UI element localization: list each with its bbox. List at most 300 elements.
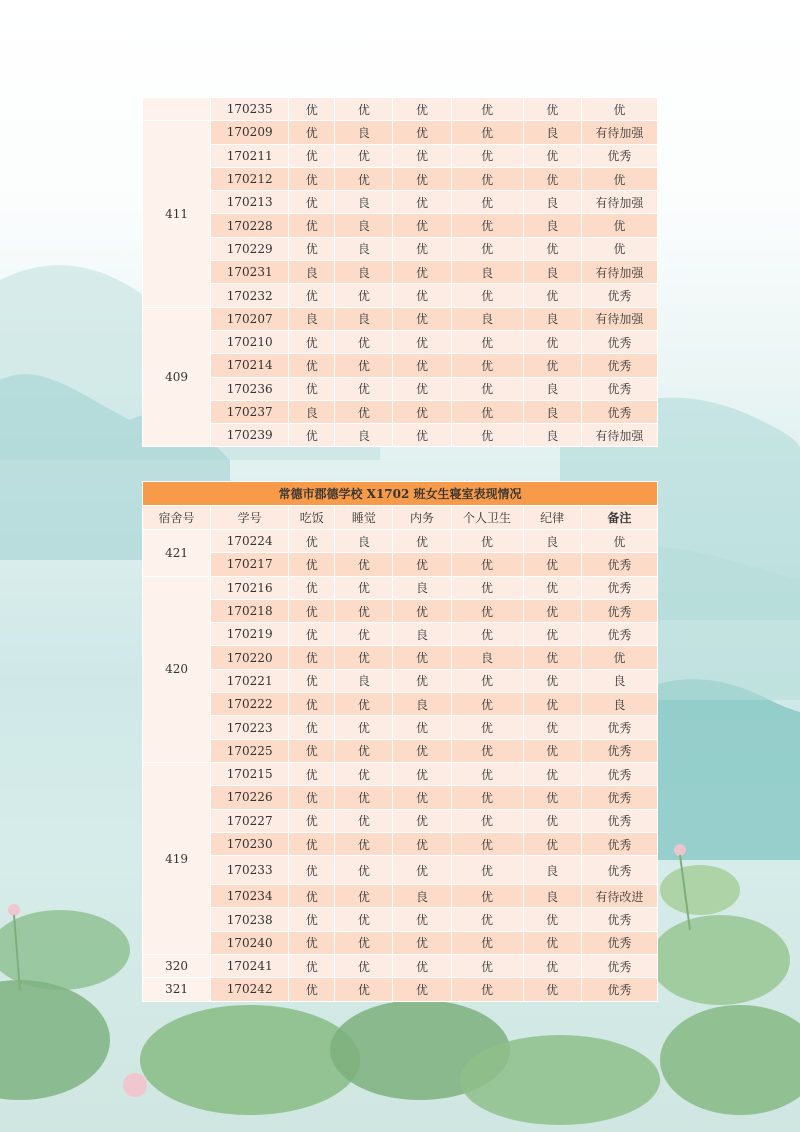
rating-cell: 优秀 <box>581 599 657 622</box>
dorm-performance-table-top <box>142 97 658 447</box>
student-id-cell: 170238 <box>211 908 289 931</box>
rating-cell: 优 <box>289 214 335 237</box>
rating-cell: 优 <box>393 931 451 954</box>
lotus-leaf-shape <box>460 1035 660 1125</box>
table-row <box>143 530 658 553</box>
rating-cell: 优 <box>393 400 451 423</box>
room-number-cell: 320 <box>143 955 211 978</box>
rating-cell: 优 <box>335 978 393 1001</box>
header-cell: 纪律 <box>523 506 581 530</box>
table-row <box>143 121 658 144</box>
rating-cell: 优 <box>523 576 581 599</box>
rating-cell: 优 <box>335 739 393 762</box>
rating-cell: 优 <box>289 576 335 599</box>
rating-cell: 优 <box>523 330 581 353</box>
student-id-cell: 170224 <box>211 530 289 553</box>
rating-cell: 优 <box>335 167 393 190</box>
rating-cell: 优 <box>289 931 335 954</box>
rating-cell: 优秀 <box>581 144 657 167</box>
rating-cell: 优 <box>289 623 335 646</box>
rating-cell: 良 <box>393 576 451 599</box>
rating-cell: 优 <box>393 98 451 121</box>
rating-cell: 良 <box>523 424 581 447</box>
lotus-leaf-shape <box>650 915 790 1005</box>
dorm-table-main <box>142 481 658 1002</box>
rating-cell: 优 <box>451 856 523 885</box>
table-row <box>143 832 658 855</box>
rating-cell: 优 <box>335 284 393 307</box>
rating-cell: 优 <box>289 832 335 855</box>
student-id-cell: 170233 <box>211 856 289 885</box>
student-id-cell: 170213 <box>211 191 289 214</box>
rating-cell: 优 <box>451 330 523 353</box>
rating-cell: 优 <box>393 599 451 622</box>
rating-cell: 优 <box>581 214 657 237</box>
rating-cell: 优 <box>451 623 523 646</box>
table-top-body <box>143 98 658 447</box>
lotus-leaf-shape <box>660 865 740 915</box>
table-row <box>143 955 658 978</box>
rating-cell: 良 <box>523 885 581 908</box>
rating-cell: 优 <box>393 121 451 144</box>
rating-cell: 优 <box>451 144 523 167</box>
rating-cell: 优 <box>289 693 335 716</box>
rating-cell: 优 <box>451 762 523 785</box>
rating-cell: 优 <box>289 762 335 785</box>
student-id-cell: 170242 <box>211 978 289 1001</box>
rating-cell: 优 <box>289 553 335 576</box>
rating-cell: 优 <box>451 599 523 622</box>
rating-cell: 优秀 <box>581 400 657 423</box>
rating-cell: 优 <box>451 739 523 762</box>
rating-cell: 优秀 <box>581 716 657 739</box>
rating-cell: 优 <box>393 856 451 885</box>
rating-cell: 优 <box>289 809 335 832</box>
student-id-cell: 170236 <box>211 377 289 400</box>
rating-cell: 优 <box>523 284 581 307</box>
rating-cell: 优 <box>523 786 581 809</box>
rating-cell: 优 <box>335 98 393 121</box>
room-number-cell: 321 <box>143 978 211 1001</box>
rating-cell: 优 <box>393 284 451 307</box>
rating-cell: 优 <box>393 144 451 167</box>
rating-cell: 良 <box>393 885 451 908</box>
student-id-cell: 170237 <box>211 400 289 423</box>
rating-cell: 优 <box>523 553 581 576</box>
table-row <box>143 377 658 400</box>
rating-cell: 优 <box>335 144 393 167</box>
rating-cell: 优 <box>393 809 451 832</box>
rating-cell: 良 <box>523 121 581 144</box>
rating-cell: 良 <box>289 307 335 330</box>
rating-cell: 有待加强 <box>581 121 657 144</box>
student-id-cell: 170207 <box>211 307 289 330</box>
rating-cell: 优 <box>289 330 335 353</box>
rating-cell: 优 <box>451 669 523 692</box>
rating-cell: 优 <box>335 786 393 809</box>
rating-cell: 优 <box>393 646 451 669</box>
header-cell: 吃饭 <box>289 506 335 530</box>
rating-cell: 优 <box>523 762 581 785</box>
rating-cell: 优 <box>523 354 581 377</box>
rating-cell: 优 <box>393 978 451 1001</box>
rating-cell: 良 <box>393 693 451 716</box>
rating-cell: 优 <box>451 931 523 954</box>
rating-cell: 优 <box>335 885 393 908</box>
rating-cell: 有待加强 <box>581 191 657 214</box>
rating-cell: 优 <box>451 191 523 214</box>
table-row <box>143 885 658 908</box>
rating-cell: 优 <box>523 978 581 1001</box>
rating-cell: 优 <box>523 623 581 646</box>
table-row <box>143 716 658 739</box>
rating-cell: 良 <box>335 261 393 284</box>
rating-cell: 优 <box>393 214 451 237</box>
rating-cell: 优 <box>451 832 523 855</box>
rating-cell: 优 <box>523 237 581 260</box>
rating-cell: 优 <box>393 553 451 576</box>
table-row <box>143 191 658 214</box>
rating-cell: 优秀 <box>581 739 657 762</box>
rating-cell: 优 <box>335 646 393 669</box>
room-number-cell: 411 <box>143 121 211 307</box>
table-row <box>143 424 658 447</box>
lotus-leaf-shape <box>0 980 110 1100</box>
table-row <box>143 786 658 809</box>
lotus-leaf-shape <box>660 1005 800 1115</box>
rating-cell: 优 <box>393 955 451 978</box>
rating-cell: 优 <box>289 739 335 762</box>
rating-cell: 优 <box>393 716 451 739</box>
student-id-cell: 170223 <box>211 716 289 739</box>
rating-cell: 良 <box>335 307 393 330</box>
rating-cell: 优 <box>393 167 451 190</box>
rating-cell: 优 <box>581 167 657 190</box>
rating-cell: 优 <box>393 424 451 447</box>
rating-cell: 优 <box>289 237 335 260</box>
table-row <box>143 908 658 931</box>
rating-cell: 优 <box>289 978 335 1001</box>
rating-cell: 优 <box>335 623 393 646</box>
header-cell: 睡觉 <box>335 506 393 530</box>
rating-cell: 良 <box>289 261 335 284</box>
rating-cell: 优 <box>393 261 451 284</box>
rating-cell: 优 <box>451 530 523 553</box>
table-row <box>143 856 658 885</box>
rating-cell: 优 <box>523 167 581 190</box>
student-id-cell: 170226 <box>211 786 289 809</box>
table-row <box>143 646 658 669</box>
rating-cell: 优 <box>393 191 451 214</box>
rating-cell: 优 <box>335 599 393 622</box>
rating-cell: 良 <box>335 191 393 214</box>
rating-cell: 优 <box>335 377 393 400</box>
rating-cell: 优 <box>289 377 335 400</box>
rating-cell: 优秀 <box>581 576 657 599</box>
rating-cell: 优 <box>451 237 523 260</box>
rating-cell: 优秀 <box>581 354 657 377</box>
rating-cell: 优 <box>335 354 393 377</box>
rating-cell: 优 <box>289 908 335 931</box>
room-number-cell: 409 <box>143 307 211 447</box>
rating-cell: 良 <box>335 121 393 144</box>
rating-cell: 优 <box>523 931 581 954</box>
student-id-cell: 170234 <box>211 885 289 908</box>
rating-cell: 优 <box>289 284 335 307</box>
rating-cell: 优 <box>523 739 581 762</box>
rating-cell: 优 <box>335 553 393 576</box>
rating-cell: 优秀 <box>581 553 657 576</box>
table-title-row <box>143 482 658 506</box>
rating-cell: 优秀 <box>581 377 657 400</box>
rating-cell: 有待加强 <box>581 261 657 284</box>
student-id-cell: 170230 <box>211 832 289 855</box>
rating-cell: 优 <box>289 530 335 553</box>
dorm-table-continued <box>142 97 658 447</box>
rating-cell: 优 <box>523 646 581 669</box>
rating-cell: 优 <box>393 377 451 400</box>
rating-cell: 优 <box>451 716 523 739</box>
rating-cell: 有待改进 <box>581 885 657 908</box>
rating-cell: 优 <box>393 237 451 260</box>
table-row <box>143 623 658 646</box>
rating-cell: 优 <box>393 307 451 330</box>
room-number-cell: 421 <box>143 530 211 577</box>
rating-cell: 优 <box>393 669 451 692</box>
rating-cell: 优 <box>335 931 393 954</box>
rating-cell: 优 <box>289 955 335 978</box>
rating-cell: 良 <box>393 623 451 646</box>
header-cell: 宿舍号 <box>143 506 211 530</box>
rating-cell: 优 <box>393 762 451 785</box>
table-row <box>143 576 658 599</box>
table-row <box>143 762 658 785</box>
rating-cell: 优 <box>335 908 393 931</box>
rating-cell: 优 <box>523 809 581 832</box>
rating-cell: 优 <box>289 121 335 144</box>
rating-cell: 良 <box>581 693 657 716</box>
rating-cell: 优 <box>451 576 523 599</box>
rating-cell: 良 <box>581 669 657 692</box>
table-row <box>143 261 658 284</box>
rating-cell: 优 <box>523 693 581 716</box>
student-id-cell: 170216 <box>211 576 289 599</box>
rating-cell: 优 <box>581 530 657 553</box>
table-row <box>143 669 658 692</box>
rating-cell: 优 <box>451 809 523 832</box>
rating-cell: 优 <box>289 191 335 214</box>
table-row <box>143 330 658 353</box>
table-row <box>143 693 658 716</box>
table-row <box>143 809 658 832</box>
student-id-cell: 170210 <box>211 330 289 353</box>
rating-cell: 优秀 <box>581 856 657 885</box>
rating-cell: 良 <box>335 237 393 260</box>
rating-cell: 优 <box>523 98 581 121</box>
table-row <box>143 599 658 622</box>
rating-cell: 优 <box>451 354 523 377</box>
table-row <box>143 400 658 423</box>
rating-cell: 优 <box>581 98 657 121</box>
rating-cell: 优 <box>289 144 335 167</box>
table-row <box>143 553 658 576</box>
distant-mountain-shape <box>640 679 800 860</box>
rating-cell: 优 <box>289 669 335 692</box>
student-id-cell: 170215 <box>211 762 289 785</box>
header-cell: 内务 <box>393 506 451 530</box>
rating-cell: 优 <box>289 885 335 908</box>
rating-cell: 良 <box>335 424 393 447</box>
rating-cell: 良 <box>523 400 581 423</box>
rating-cell: 优 <box>523 669 581 692</box>
table-row <box>143 307 658 330</box>
rating-cell: 优 <box>393 908 451 931</box>
rating-cell: 优秀 <box>581 786 657 809</box>
rating-cell: 良 <box>523 191 581 214</box>
rating-cell: 良 <box>335 214 393 237</box>
rating-cell: 良 <box>451 646 523 669</box>
rating-cell: 优 <box>451 553 523 576</box>
rating-cell: 优 <box>335 762 393 785</box>
rating-cell: 优 <box>451 955 523 978</box>
student-id-cell: 170219 <box>211 623 289 646</box>
rating-cell: 优 <box>393 330 451 353</box>
student-id-cell: 170217 <box>211 553 289 576</box>
rating-cell: 优 <box>335 955 393 978</box>
header-cell: 学号 <box>211 506 289 530</box>
rating-cell: 良 <box>451 307 523 330</box>
table-row <box>143 978 658 1001</box>
rating-cell: 优 <box>451 377 523 400</box>
rating-cell: 优 <box>451 978 523 1001</box>
rating-cell: 优 <box>581 646 657 669</box>
rating-cell: 优秀 <box>581 931 657 954</box>
rating-cell: 优 <box>289 856 335 885</box>
rating-cell: 优 <box>289 716 335 739</box>
rating-cell: 优 <box>523 955 581 978</box>
rating-cell: 优秀 <box>581 284 657 307</box>
rating-cell: 优 <box>451 400 523 423</box>
rating-cell: 优 <box>289 354 335 377</box>
rating-cell: 良 <box>523 530 581 553</box>
rating-cell: 优 <box>451 98 523 121</box>
lotus-flower-shape <box>674 844 686 856</box>
rating-cell: 良 <box>523 856 581 885</box>
student-id-cell: 170241 <box>211 955 289 978</box>
student-id-cell: 170212 <box>211 167 289 190</box>
student-id-cell: 170228 <box>211 214 289 237</box>
rating-cell: 优 <box>451 885 523 908</box>
rating-cell: 良 <box>523 261 581 284</box>
rating-cell: 优 <box>393 832 451 855</box>
rating-cell: 优 <box>335 576 393 599</box>
table-header-row <box>143 506 658 530</box>
rating-cell: 良 <box>335 669 393 692</box>
rating-cell: 优 <box>523 144 581 167</box>
rating-cell: 优 <box>581 237 657 260</box>
rating-cell: 优 <box>523 599 581 622</box>
table-row <box>143 931 658 954</box>
student-id-cell: 170211 <box>211 144 289 167</box>
student-id-cell: 170225 <box>211 739 289 762</box>
rating-cell: 优秀 <box>581 330 657 353</box>
rating-cell: 良 <box>523 214 581 237</box>
lotus-flower-shape <box>8 904 20 916</box>
header-cell: 备注 <box>581 506 657 530</box>
rating-cell: 优 <box>451 908 523 931</box>
room-number-cell: 419 <box>143 762 211 954</box>
rating-cell: 优 <box>335 832 393 855</box>
rating-cell: 优 <box>335 809 393 832</box>
rating-cell: 有待加强 <box>581 424 657 447</box>
rating-cell: 优 <box>451 121 523 144</box>
rating-cell: 优 <box>289 786 335 809</box>
student-id-cell: 170218 <box>211 599 289 622</box>
student-id-cell: 170221 <box>211 669 289 692</box>
rating-cell: 优 <box>393 354 451 377</box>
table-row <box>143 144 658 167</box>
rating-cell: 优秀 <box>581 809 657 832</box>
rating-cell: 优 <box>335 716 393 739</box>
table-title: 常德市郡德学校 X1702 班女生寝室表现情况 <box>143 482 658 506</box>
rating-cell: 良 <box>335 530 393 553</box>
rating-cell: 优 <box>335 330 393 353</box>
table-row <box>143 739 658 762</box>
rating-cell: 优 <box>289 424 335 447</box>
rating-cell: 优 <box>523 832 581 855</box>
rating-cell: 良 <box>289 400 335 423</box>
room-number-cell <box>143 98 211 121</box>
table-row <box>143 237 658 260</box>
rating-cell: 良 <box>523 307 581 330</box>
rating-cell: 优 <box>393 786 451 809</box>
student-id-cell: 170214 <box>211 354 289 377</box>
table-bottom-body <box>143 482 658 1002</box>
rating-cell: 优秀 <box>581 908 657 931</box>
rating-cell: 优 <box>451 284 523 307</box>
student-id-cell: 170229 <box>211 237 289 260</box>
header-cell: 个人卫生 <box>451 506 523 530</box>
table-row <box>143 214 658 237</box>
table-row <box>143 98 658 121</box>
student-id-cell: 170231 <box>211 261 289 284</box>
student-id-cell: 170220 <box>211 646 289 669</box>
rating-cell: 优秀 <box>581 623 657 646</box>
rating-cell: 优 <box>289 98 335 121</box>
rating-cell: 优 <box>393 530 451 553</box>
rating-cell: 优 <box>451 167 523 190</box>
rating-cell: 优秀 <box>581 955 657 978</box>
table-row <box>143 167 658 190</box>
rating-cell: 良 <box>451 261 523 284</box>
rating-cell: 有待加强 <box>581 307 657 330</box>
rating-cell: 优 <box>335 400 393 423</box>
rating-cell: 优 <box>289 646 335 669</box>
room-number-cell: 420 <box>143 576 211 762</box>
student-id-cell: 170240 <box>211 931 289 954</box>
rating-cell: 优 <box>393 739 451 762</box>
student-id-cell: 170235 <box>211 98 289 121</box>
table-row <box>143 284 658 307</box>
student-id-cell: 170239 <box>211 424 289 447</box>
rating-cell: 优 <box>451 786 523 809</box>
rating-cell: 优 <box>451 424 523 447</box>
rating-cell: 优 <box>335 693 393 716</box>
rating-cell: 优 <box>523 716 581 739</box>
rating-cell: 优 <box>451 693 523 716</box>
student-id-cell: 170209 <box>211 121 289 144</box>
table-row <box>143 354 658 377</box>
